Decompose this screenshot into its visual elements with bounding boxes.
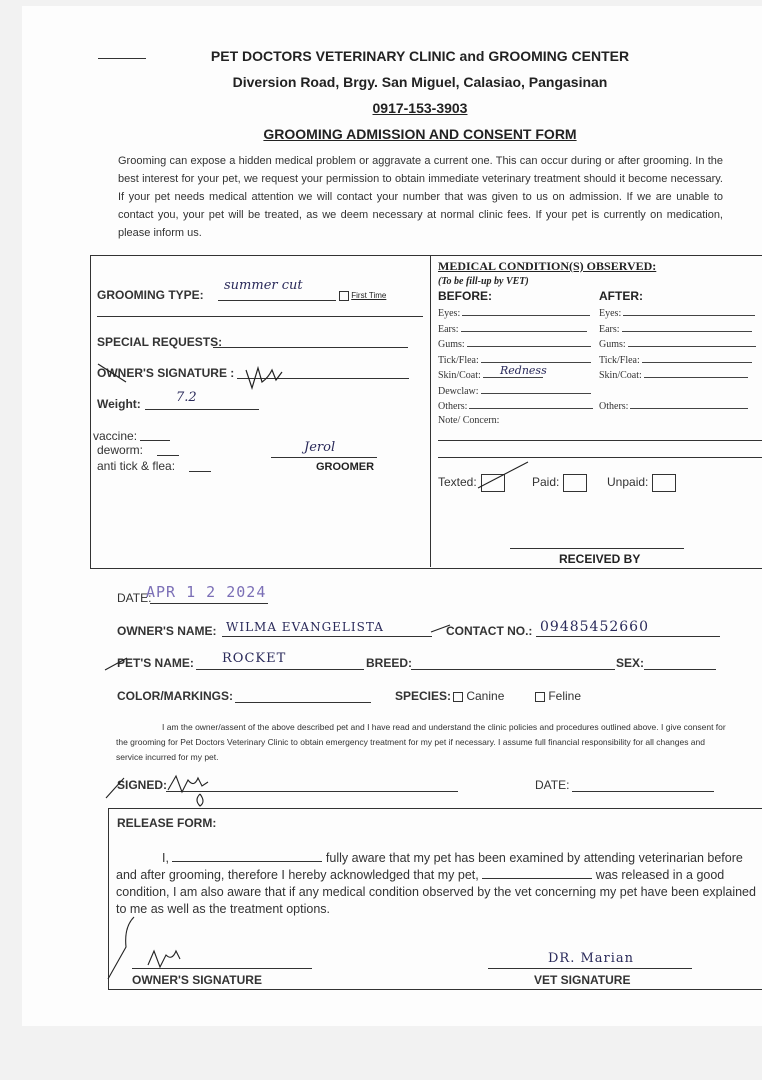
signed-scribble: [104, 770, 244, 808]
date-line: [150, 603, 268, 604]
box-divider: [430, 255, 431, 567]
groomer-label: GROOMER: [316, 461, 375, 473]
breed-line[interactable]: [411, 669, 615, 670]
anti-tick-label: anti tick & flea:: [97, 459, 176, 473]
field-line[interactable]: [461, 322, 587, 332]
canine-option[interactable]: [453, 689, 504, 703]
field-label: Ears:: [438, 324, 459, 335]
weight-value[interactable]: 7.2: [176, 390, 197, 405]
release-part3: was released in a good condition, I am also aware that if any medical condition observed by the vet concerning my pet have been explained to me as well as the treatment options.: [116, 868, 756, 916]
grooming-type-label: GROOMING TYPE:: [97, 288, 204, 302]
sex-label: SEX:: [616, 656, 645, 670]
pet-name-line: [196, 669, 364, 670]
pet-name-label: PET'S NAME:: [117, 656, 194, 670]
first-time-checkbox[interactable]: [339, 291, 349, 301]
field-line[interactable]: [467, 337, 591, 347]
field-line[interactable]: [481, 384, 591, 394]
field-label: Tick/Flea:: [599, 355, 640, 366]
release-part2: fully aware that my pet has been examined by attending veterinarian before and after grooming, therefore I hereby acknowledged that my pet,: [116, 851, 743, 882]
unpaid-label: Unpaid:: [607, 475, 649, 490]
received-by-label: RECEIVED BY: [559, 552, 641, 566]
contact-value[interactable]: 09485452660: [540, 619, 649, 635]
field-line[interactable]: [623, 306, 755, 316]
first-time-option[interactable]: [339, 291, 386, 301]
paid-option[interactable]: [532, 474, 587, 492]
texted-label: Texted:: [438, 475, 477, 490]
release-title: RELEASE FORM:: [117, 816, 217, 830]
deworm-line[interactable]: [157, 455, 179, 456]
paid-label: Paid:: [532, 475, 560, 490]
unpaid-option[interactable]: [607, 474, 676, 492]
special-requests-label: SPECIAL REQUESTS:: [97, 335, 223, 349]
grooming-type-value[interactable]: summer cut: [224, 278, 303, 293]
field-label: Tick/Flea:: [438, 355, 479, 366]
release-owner-sign-line[interactable]: [132, 968, 312, 969]
vet-signature-label: VET SIGNATURE: [534, 973, 631, 987]
release-paragraph: [116, 850, 762, 918]
after-label: AFTER:: [599, 289, 643, 303]
grooming-extra-line: [97, 316, 423, 317]
after-field-row[interactable]: [599, 322, 752, 335]
owner-name-line: [222, 636, 432, 637]
texted-slash: [476, 458, 532, 492]
medical-title: MEDICAL CONDITION(S) OBSERVED:: [438, 259, 657, 273]
pet-name-slash: [103, 656, 129, 672]
weight-line: [145, 409, 259, 410]
before-field-row[interactable]: [438, 399, 593, 412]
after-field-row[interactable]: [599, 368, 748, 381]
field-label: Others:: [599, 401, 629, 412]
field-line[interactable]: [630, 399, 748, 409]
after-field-row[interactable]: [599, 306, 755, 319]
release-pet-line[interactable]: [482, 867, 592, 879]
sex-line[interactable]: [644, 669, 716, 670]
contact-label: CONTACT NO.:: [446, 624, 533, 638]
field-label: Ears:: [599, 324, 620, 335]
vet-name: DR. Marian: [548, 951, 635, 966]
after-field-row[interactable]: [599, 337, 756, 350]
vaccine-label: vaccine:: [93, 429, 138, 443]
medical-subtitle: (To be fill-up by VET): [438, 276, 529, 287]
field-label: Dewclaw:: [438, 386, 479, 397]
feline-option[interactable]: [535, 689, 581, 703]
field-line[interactable]: [628, 337, 756, 347]
canine-label: Canine: [466, 689, 505, 703]
before-field-row[interactable]: [438, 322, 587, 335]
field-line[interactable]: [644, 368, 748, 378]
weight-label: Weight:: [97, 397, 141, 411]
groomer-line: [271, 457, 377, 458]
note-line-1[interactable]: [438, 440, 762, 441]
signed-label: SIGNED:: [117, 778, 168, 792]
clinic-address: Diversion Road, Brgy. San Miguel, Calasiao, Pangasinan: [232, 74, 608, 90]
note-label: Note/ Concern:: [438, 415, 500, 426]
before-label: BEFORE:: [438, 289, 492, 303]
consent-paragraph: I am the owner/assent of the above described pet and I have read and understand the clinic policies and procedures outlined above. I give consent for the grooming for Pet Doctors Veterinary Clinic to obtain emergency treatment for my pet if necessary. I assume full financial responsibility for all changes and service incurred for my pet.: [116, 722, 726, 762]
skin-coat-value[interactable]: Redness: [500, 364, 547, 377]
after-field-row[interactable]: [599, 399, 748, 412]
color-line[interactable]: [235, 702, 371, 703]
pet-name-value[interactable]: ROCKET: [222, 651, 287, 666]
paid-checkbox[interactable]: [563, 474, 587, 492]
field-line[interactable]: [469, 399, 593, 409]
field-label: Gums:: [438, 339, 465, 350]
color-label: COLOR/MARKINGS:: [117, 689, 233, 703]
field-label: Eyes:: [599, 308, 622, 319]
field-label: Gums:: [599, 339, 626, 350]
release-part1: I,: [162, 851, 169, 865]
before-field-row[interactable]: [438, 306, 590, 319]
canine-checkbox[interactable]: [453, 692, 463, 702]
unpaid-checkbox[interactable]: [652, 474, 676, 492]
species-label: SPECIES:: [395, 689, 452, 703]
field-label: Others:: [438, 401, 468, 412]
grooming-box: [90, 255, 762, 569]
field-line[interactable]: [642, 353, 752, 363]
special-requests-line[interactable]: [213, 347, 408, 348]
field-label: Skin/Coat:: [438, 370, 481, 381]
intro-paragraph: Grooming can expose a hidden medical problem or aggravate a current one. This can occur during or after grooming. In the best interest for your pet, we request your permission to obtain immediate veterinary treatment should it become necessary. If your pet needs medical attention we will contact your number that was given to us on admission. If we are unable to contact you, your pet will be treated, as we deem necessary at normal clinic fees. If your pet is currently on medication, please inform us.: [118, 155, 723, 239]
field-line[interactable]: [462, 306, 590, 316]
signed-date-label: DATE:: [535, 778, 570, 792]
field-label: Skin/Coat:: [599, 370, 642, 381]
field-line[interactable]: [622, 322, 752, 332]
contact-line: [536, 636, 720, 637]
groomer-signature: Jerol: [304, 440, 336, 455]
contact-slash: [430, 622, 452, 636]
received-by-line[interactable]: [510, 548, 684, 549]
feline-label: Feline: [548, 689, 582, 703]
release-owner-signature-label: OWNER'S SIGNATURE: [132, 973, 262, 987]
clinic-name: PET DOCTORS VETERINARY CLINIC and GROOMING CENTER: [210, 48, 630, 64]
before-field-row[interactable]: [438, 337, 591, 350]
field-label: Eyes:: [438, 308, 461, 319]
date-stamp: APR 1 2 2024: [146, 583, 267, 601]
clinic-phone: 0917-153-3903: [372, 100, 468, 116]
before-field-row[interactable]: [438, 384, 591, 397]
breed-label: BREED:: [366, 656, 413, 670]
anti-tick-line[interactable]: [189, 471, 211, 472]
after-field-row[interactable]: [599, 353, 752, 366]
vet-sign-line[interactable]: [488, 968, 692, 969]
field-line[interactable]: [481, 353, 591, 363]
signed-date-line[interactable]: [572, 791, 714, 792]
feline-checkbox[interactable]: [535, 692, 545, 702]
date-label: DATE:: [117, 591, 152, 605]
first-time-label: First Time: [351, 291, 387, 301]
form-title: GROOMING ADMISSION AND CONSENT FORM: [263, 126, 577, 142]
release-owner-line[interactable]: [172, 850, 322, 862]
grooming-type-line: [218, 300, 336, 301]
owner-name-label: OWNER'S NAME:: [117, 624, 217, 638]
owner-name-value[interactable]: WILMA EVANGELISTA: [226, 620, 384, 634]
owner-signature-label: OWNER'S SIGNATURE :: [97, 366, 235, 380]
vaccine-line[interactable]: [140, 440, 170, 441]
deworm-label: deworm:: [97, 443, 144, 457]
